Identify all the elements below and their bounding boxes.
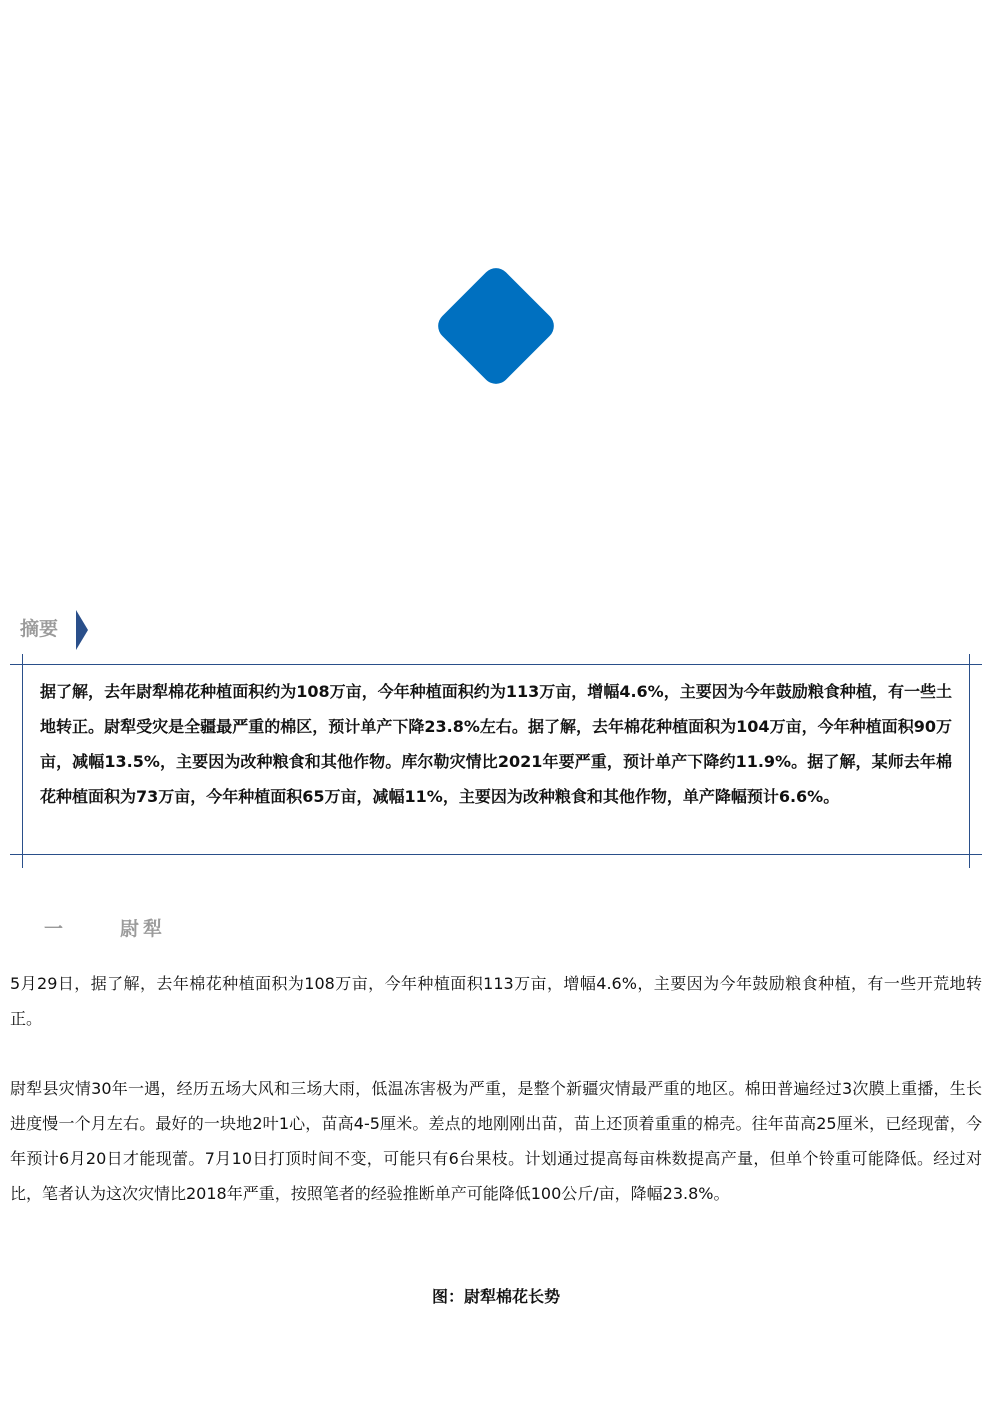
abstract-text: 据了解，去年尉犁棉花种植面积约为108万亩，今年种植面积约为113万亩，增幅4.6%，主要因为今年鼓励粮食种植，有一些土地转正。尉犁受灾是全疆最严重的棉区，预计单产下降23.8%左右。据了解，去年棉花种植面积为104万亩，今年种植面积90万亩，减幅13.5%，主要因为改种粮食和其他作物。库尔勒灾情比2021年要严重，预计单产下降约11.9%。据了解，某师去年棉花种植面积为73万亩，今年种植面积65万亩，减幅11%，主要因为改种粮食和其他作物，单产降幅预计6.6%。 bbox=[40, 682, 952, 806]
figure-caption: 图：尉犁棉花长势 bbox=[431, 1287, 560, 1306]
paragraph: 5月29日，据了解，去年棉花种植面积为108万亩，今年种植面积113万亩，增幅4.6%，主要因为今年鼓励粮食种植，有一些开荒地转正。 bbox=[10, 974, 982, 1028]
diamond-logo-icon bbox=[424, 254, 568, 398]
paragraph: 尉犁县灾情30年一遇，经历五场大风和三场大雨，低温冻害极为严重，是整个新疆灾情最严重的地区。棉田普遍经过3次膜上重播，生长进度慢一个月左右。最好的一块地2叶1心，苗高4-5厘米。差点的地刚刚出苗，苗上还顶着重重的棉壳。往年苗高25厘米，已经现蕾，今年预计6月20日才能现蕾。7月10日打顶时间不变，可能只有6台果枝。计划通过提高每亩株数提高产量，但单个铃重可能降低。经过对比，笔者认为这次灾情比2018年严重，按照笔者的经验推断单产可能降低100公斤/亩，降幅23.8%。 bbox=[10, 1079, 982, 1203]
abstract-label: 摘要 bbox=[20, 618, 59, 640]
section-title: 尉犁 bbox=[120, 918, 167, 940]
chevron-right-icon bbox=[76, 610, 88, 650]
section-number: 一 bbox=[44, 918, 64, 940]
